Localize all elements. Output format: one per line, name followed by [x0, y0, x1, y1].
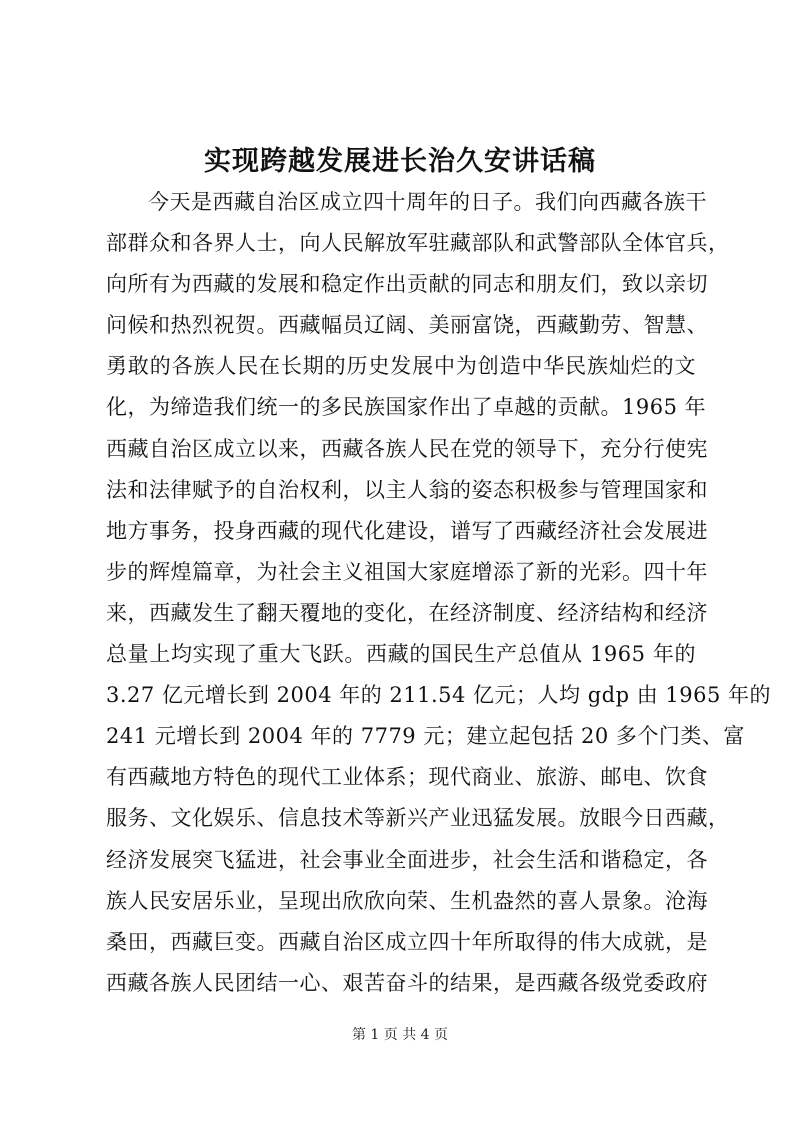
page-title: 实现跨越发展进长治久安讲话稿: [204, 146, 596, 177]
text-line: 3.27 亿元增长到 2004 年的 211.54 亿元；人均 gdp 由 1965 年的: [106, 683, 772, 708]
text-line: 化，为缔造我们统一的多民族国家作出了卓越的贡献。1965 年: [106, 395, 707, 420]
text-line: 今天是西藏自治区成立四十周年的日子。我们向西藏各族干: [148, 190, 707, 214]
page-footer: 第 1 页 共 4 页: [351, 1027, 449, 1043]
body-text: [106, 182, 772, 1004]
text-line: 问候和热烈祝贺。西藏幅员辽阔、美丽富饶，西藏勤劳、智慧、: [106, 313, 708, 338]
text-line: 地方事务，投身西藏的现代化建设，谱写了西藏经济社会发展进: [106, 518, 708, 543]
text-line: 族人民安居乐业，呈现出欣欣向荣、生机盎然的喜人景象。沧海: [106, 888, 708, 913]
text-line: 西藏自治区成立以来，西藏各族人民在党的领导下，充分行使宪: [106, 436, 708, 461]
text-line: 部群众和各界人士，向人民解放军驻藏部队和武警部队全体官兵，: [106, 231, 730, 256]
text-line: 勇敢的各族人民在长期的历史发展中为创造中华民族灿烂的文: [106, 354, 696, 379]
text-line: 法和法律赋予的自治权利，以主人翁的姿态积极参与管理国家和: [106, 477, 708, 502]
text-line: 总量上均实现了重大飞跃。西藏的国民生产总值从 1965 年的: [106, 642, 696, 667]
text-line: 来，西藏发生了翻天覆地的变化，在经济制度、经济结构和经济: [106, 600, 708, 625]
text-line: 西藏各族人民团结一心、艰苦奋斗的结果，是西藏各级党委政府: [106, 970, 708, 995]
text-line: 步的辉煌篇章，为社会主义祖国大家庭增添了新的光彩。四十年: [106, 559, 708, 584]
text-line: 服务、文化娱乐、信息技术等新兴产业迅猛发展。放眼今日西藏，: [106, 806, 730, 831]
text-line: 经济发展突飞猛进，社会事业全面进步，社会生活和谐稳定，各: [106, 847, 708, 872]
text-line: 桑田，西藏巨变。西藏自治区成立四十年所取得的伟大成就，是: [106, 929, 708, 954]
text-line: 向所有为西藏的发展和稳定作出贡献的同志和朋友们，致以亲切: [106, 272, 708, 297]
text-line: 241 元增长到 2004 年的 7779 元；建立起包括 20 多个门类、富: [106, 724, 745, 749]
text-line: 有西藏地方特色的现代工业体系；现代商业、旅游、邮电、饮食: [106, 765, 708, 790]
